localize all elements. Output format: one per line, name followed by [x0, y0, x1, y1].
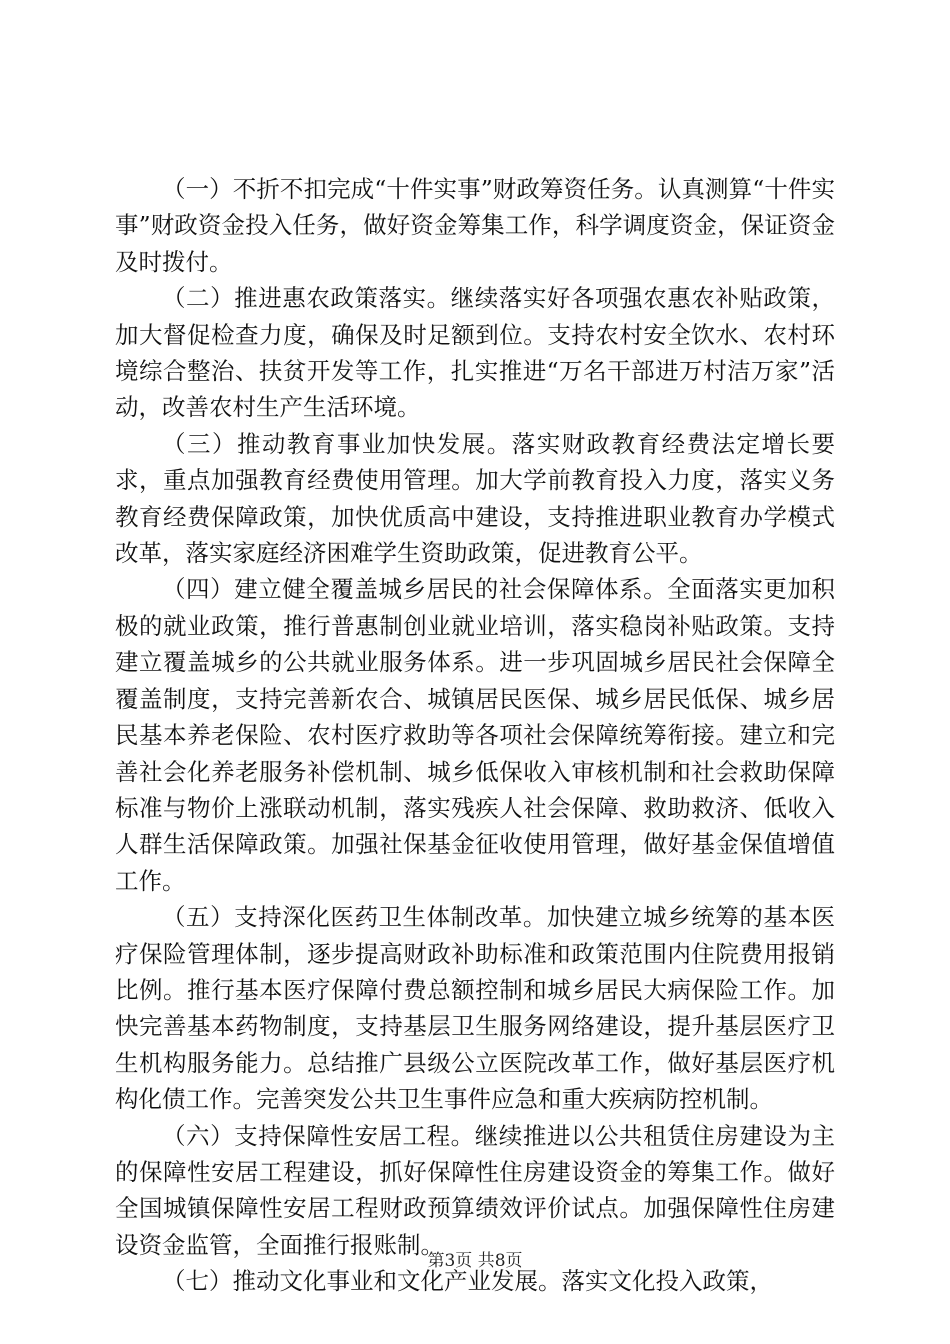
- paragraph-4: （四）建立健全覆盖城乡居民的社会保障体系。全面落实更加积极的就业政策，推行普惠制创业就业培训，落实稳岗补贴政策。支持建立覆盖城乡的公共就业服务体系。进一步巩固城乡居民社会保障全覆盖制度，支持完善新农合、城镇居民医保、城乡居民低保、城乡居民基本养老保险、农村医疗救助等各项社会保障统筹衔接。建立和完善社会化养老服务补偿机制、城乡低保收入审核机制和社会救助保障标准与物价上涨联动机制，落实残疾人社会保障、救助救济、低收入人群生活保障政策。加强社保基金征收使用管理，做好基金保值增值工作。: [115, 575, 835, 895]
- paragraph-3: （三）推动教育事业加快发展。落实财政教育经费法定增长要求，重点加强教育经费使用管理。加大学前教育投入力度，落实义务教育经费保障政策，加快优质高中建设，支持推进职业教育办学模式改革，落实家庭经济困难学生资助政策，促进教育公平。: [115, 429, 835, 568]
- paragraph-7: （七）推动文化事业和文化产业发展。落实文化投入政策，: [162, 1267, 773, 1296]
- paragraph-1: （一）不折不扣完成“十件实事”财政筹资任务。认真测算“十件实事”财政资金投入任务，做好资金筹集工作，科学调度资金，保证资金及时拨付。: [115, 175, 835, 276]
- page-number-footer: 第3页 共8页: [427, 1251, 523, 1271]
- document-body: [115, 171, 835, 1300]
- paragraph-5: （五）支持深化医药卫生体制改革。加快建立城乡统筹的基本医疗保险管理体制，逐步提高财政补助标准和政策范围内住院费用报销比例。推行基本医疗保障付费总额控制和城乡居民大病保险工作。加快完善基本药物制度，支持基层卫生服务网络建设，提升基层医疗卫生机构服务能力。总结推广县级公立医院改革工作，做好基层医疗机构化债工作。完善突发公共卫生事件应急和重大疾病防控机制。: [115, 903, 835, 1114]
- paragraph-2: （二）推进惠农政策落实。继续落实好各项强农惠农补贴政策，加大督促检查力度，确保及时足额到位。支持农村安全饮水、农村环境综合整治、扶贫开发等工作，扎实推进“万名干部进万村洁万家”活动，改善农村生产生活环境。: [115, 284, 835, 422]
- paragraph-6: （六）支持保障性安居工程。继续推进以公共租赁住房建设为主的保障性安居工程建设，抓好保障性住房建设资金的筹集工作。做好全国城镇保障性安居工程财政预算绩效评价试点。加强保障性住房建设资金监管，全面推行报账制。: [115, 1121, 835, 1259]
